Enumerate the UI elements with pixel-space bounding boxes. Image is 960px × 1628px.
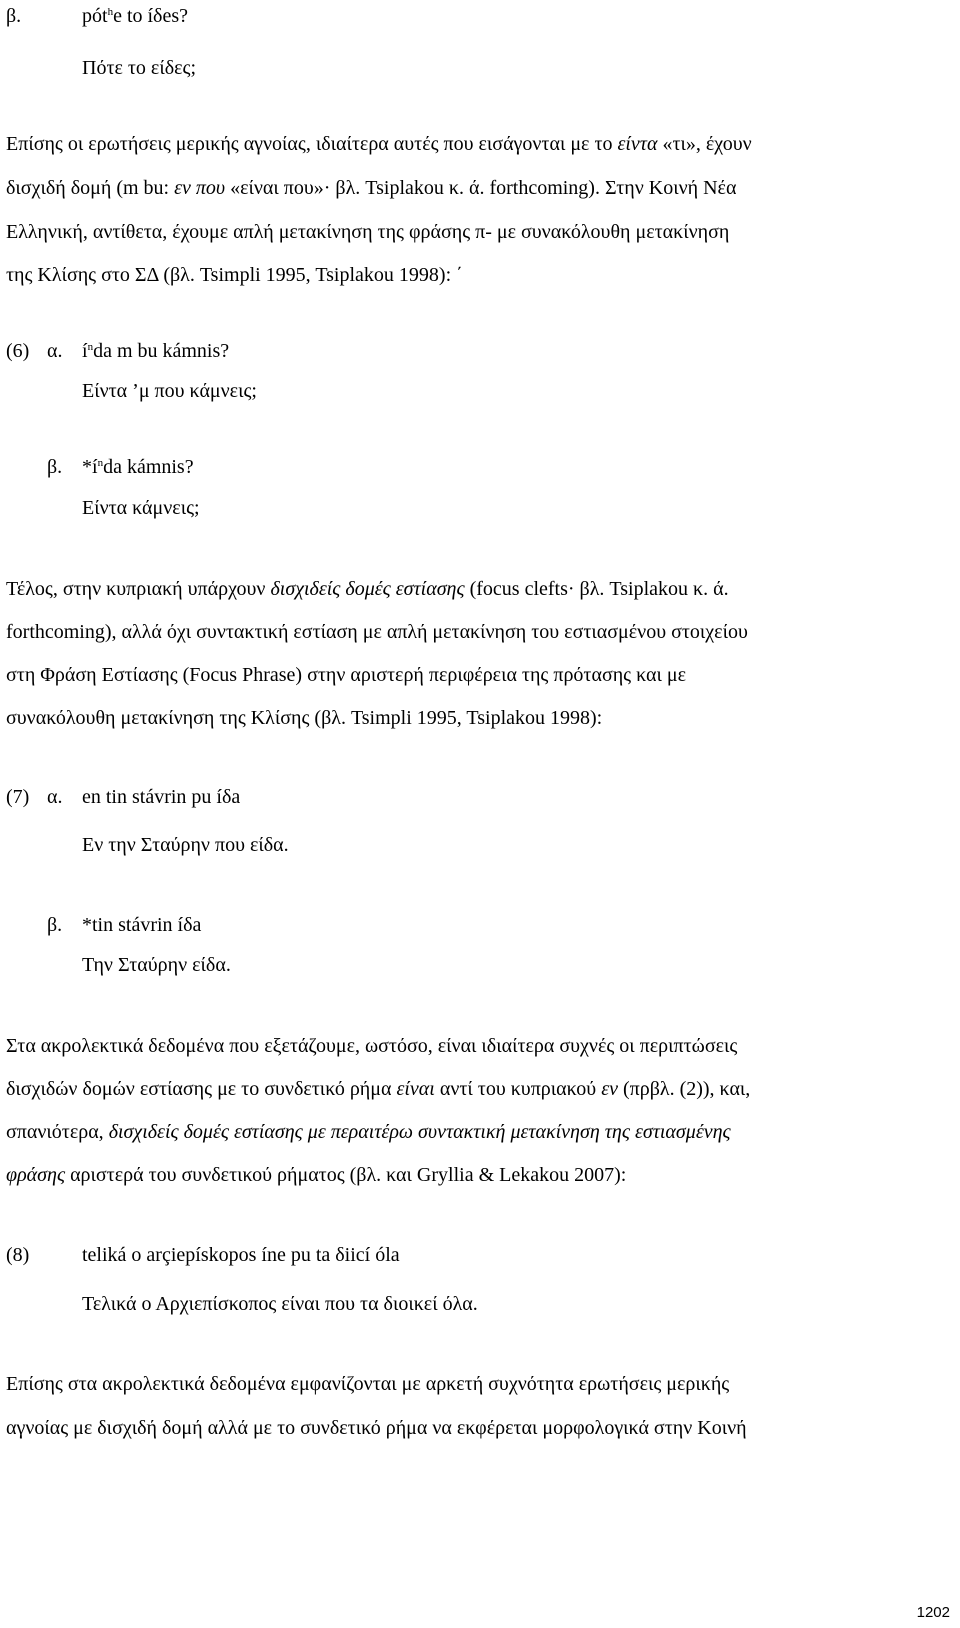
example-7b-transliteration: *tin stávrin íδa <box>82 914 202 936</box>
paragraph-1-line-1: Επίσης οι ερωτήσεις μερικής αγνοίας, ιδιαίτερα αυτές που εισάγονται με το είντα «τι», έχουν <box>6 133 752 155</box>
example-6b-marker: β. <box>47 456 63 478</box>
example-6a-greek: Είντα ’μ που κάμνεις; <box>82 380 257 402</box>
paragraph-4-line-1: Επίσης στα ακρολεκτικά δεδομένα εμφανίζονται με αρκετή συχνότητα ερωτήσεις μερικής <box>6 1373 730 1395</box>
paragraph-2-line-3: στη Φράση Εστίασης (Focus Phrase) στην αριστερή περιφέρεια της πρότασης και με <box>6 664 686 686</box>
example-5b-marker: β. <box>6 5 22 27</box>
example-8-number: (8) <box>6 1244 30 1266</box>
example-6a-marker: α. <box>47 340 63 362</box>
example-6b-greek: Είντα κάμνεις; <box>82 497 200 519</box>
example-6-number: (6) <box>6 340 30 362</box>
example-8-transliteration: teliká o arçiepískopos íne pu ta δiicí óla <box>82 1244 400 1266</box>
example-7a-greek: Εν την Σταύρην που είδα. <box>82 834 289 856</box>
example-5b-transliteration: pót$^h$e to íδes? <box>82 5 189 27</box>
example-7b-greek: Την Σταύρην είδα. <box>82 954 231 976</box>
paragraph-2-line-4: συνακόλουθη μετακίνηση της Κλίσης (βλ. Tsimpli 1995, Tsiplakou 1998): <box>6 707 603 729</box>
example-5b-greek: Πότε το είδες; <box>82 57 196 79</box>
paragraph-2-line-1: Τέλος, στην κυπριακή υπάρχουν δισχιδείς δομές εστίασης (focus clefts· βλ. Tsiplakou κ. ά. <box>6 578 729 600</box>
paragraph-4-line-2: αγνοίας με δισχιδή δομή αλλά με το συνδετικό ρήμα να εκφέρεται μορφολογικά στην Κοινή <box>6 1417 747 1439</box>
paragraph-3-line-1: Στα ακρολεκτικά δεδομένα που εξετάζουμε, ωστόσο, είναι ιδιαίτερα συχνές οι περιπτώσεις <box>6 1035 738 1057</box>
page-number: 1202 <box>916 1604 950 1621</box>
example-8-greek: Τελικά ο Αρχιεπίσκοπος είναι που τα διοικεί όλα. <box>82 1293 478 1315</box>
example-7a-marker: α. <box>47 786 63 808</box>
example-6a-transliteration: $í^nda$ m bu kámnis? <box>82 340 230 362</box>
paragraph-3-line-2: δισχιδών δομών εστίασης με το συνδετικό ρήμα είναι αντί του κυπριακού εν (πρβλ. (2)), και, <box>6 1078 751 1100</box>
example-7a-transliteration: en tin stávrin pu íδa <box>82 786 241 808</box>
paragraph-1-line-2: δισχιδή δομή (m bu: εν που «είναι που»· βλ. Tsiplakou κ. ά. forthcoming). Στην Κοινή Νέα <box>6 177 737 199</box>
paragraph-2-line-2: forthcoming), αλλά όχι συντακτική εστίαση με απλή μετακίνηση του εστιασμένου στοιχείου <box>6 621 748 643</box>
paragraph-1-line-3: Ελληνική, αντίθετα, έχουμε απλή μετακίνηση της φράσης π- με συνακόλουθη μετακίνηση <box>6 221 730 243</box>
paragraph-3-line-3: σπανιότερα, δισχιδείς δομές εστίασης με περαιτέρω συντακτική μετακίνηση της εστιασμένης <box>6 1121 731 1143</box>
example-7-number: (7) <box>6 786 30 808</box>
example-7b-marker: β. <box>47 914 63 936</box>
example-6b-transliteration: $*í^nda$ kámnis? <box>82 456 194 478</box>
paragraph-1-line-4: της Κλίσης στο ΣΔ (βλ. Tsimpli 1995, Tsiplakou 1998): ΄ <box>6 264 463 286</box>
paragraph-3-line-4: φράσης αριστερά του συνδετικού ρήματος (βλ. και Gryllia & Lekakou 2007): <box>6 1164 627 1186</box>
